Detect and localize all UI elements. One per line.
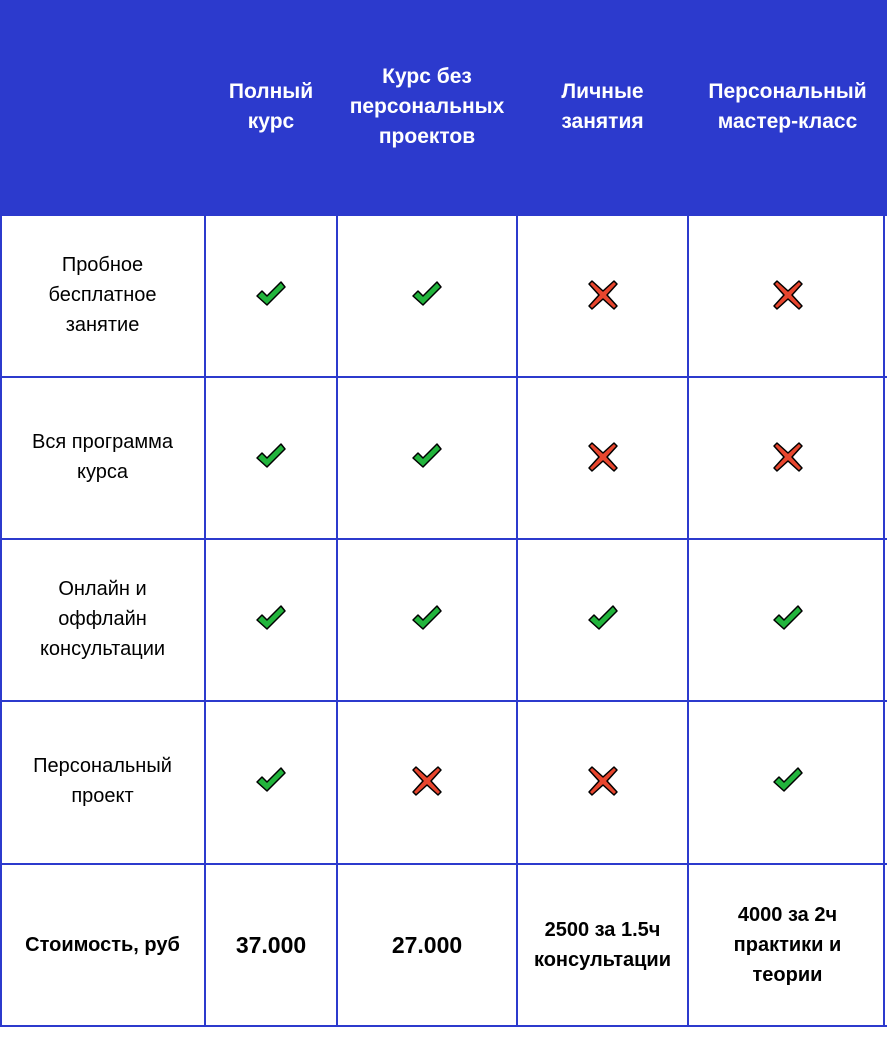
mark-cell (205, 538, 337, 700)
grid-line (516, 214, 518, 1027)
header-col-full-course (205, 0, 337, 214)
grid-line (0, 376, 887, 378)
grid-line (0, 214, 2, 1027)
check-icon (410, 602, 444, 636)
row-label: Персональный проект (33, 755, 172, 807)
cross-icon (586, 278, 620, 312)
row-label: Онлайн и оффлайн консультации (39, 578, 166, 660)
mark-cell (517, 214, 688, 376)
mark-cell (517, 700, 688, 862)
mark-cell (205, 376, 337, 538)
mark-cell (517, 538, 688, 700)
check-icon (771, 602, 805, 636)
check-icon (410, 278, 444, 312)
check-icon (254, 278, 288, 312)
mark-cell (337, 700, 517, 862)
price-master-class: 4000 за 2ч практики и теории (733, 904, 842, 986)
grid-line (336, 214, 338, 1027)
mark-cell (337, 538, 517, 700)
price-course-no-projects: 27.000 (391, 932, 463, 958)
grid-line (883, 214, 885, 1027)
grid-line (0, 863, 887, 865)
header-label: Личные занятия (561, 80, 644, 133)
check-icon (586, 602, 620, 636)
check-icon (254, 764, 288, 798)
mark-cell (205, 700, 337, 862)
mark-cell (688, 376, 887, 538)
grid-line (0, 214, 887, 216)
grid-line (0, 538, 887, 540)
check-icon (771, 764, 805, 798)
header-col-personal-lessons (517, 0, 688, 214)
price-row-label: Стоимость, руб (25, 934, 180, 956)
price-personal-lessons: 2500 за 1.5ч консультации (533, 919, 672, 971)
check-icon (254, 440, 288, 474)
check-icon (254, 602, 288, 636)
mark-cell (337, 214, 517, 376)
grid-line (687, 214, 689, 1027)
cross-icon (771, 440, 805, 474)
header-label: Курс без персональных проектов (349, 65, 505, 148)
cross-icon (771, 278, 805, 312)
cross-icon (410, 764, 444, 798)
header-empty-cell (0, 0, 205, 214)
grid-line (0, 700, 887, 702)
grid-line (0, 1025, 887, 1027)
mark-cell (337, 376, 517, 538)
header-col-course-no-projects (337, 0, 517, 214)
header-label: Персональный мастер-класс (708, 80, 867, 133)
price-full-course: 37.000 (235, 932, 307, 958)
header-col-master-class (688, 0, 887, 214)
mark-cell (688, 538, 887, 700)
cross-icon (586, 764, 620, 798)
cross-icon (586, 440, 620, 474)
check-icon (410, 440, 444, 474)
mark-cell (688, 214, 887, 376)
header-label: Полный курс (228, 80, 314, 133)
mark-cell (517, 376, 688, 538)
row-label: Пробное бесплатное занятие (48, 254, 157, 336)
mark-cell (205, 214, 337, 376)
mark-cell (688, 700, 887, 862)
grid-line (204, 214, 206, 1027)
row-label: Вся программа курса (32, 431, 173, 483)
